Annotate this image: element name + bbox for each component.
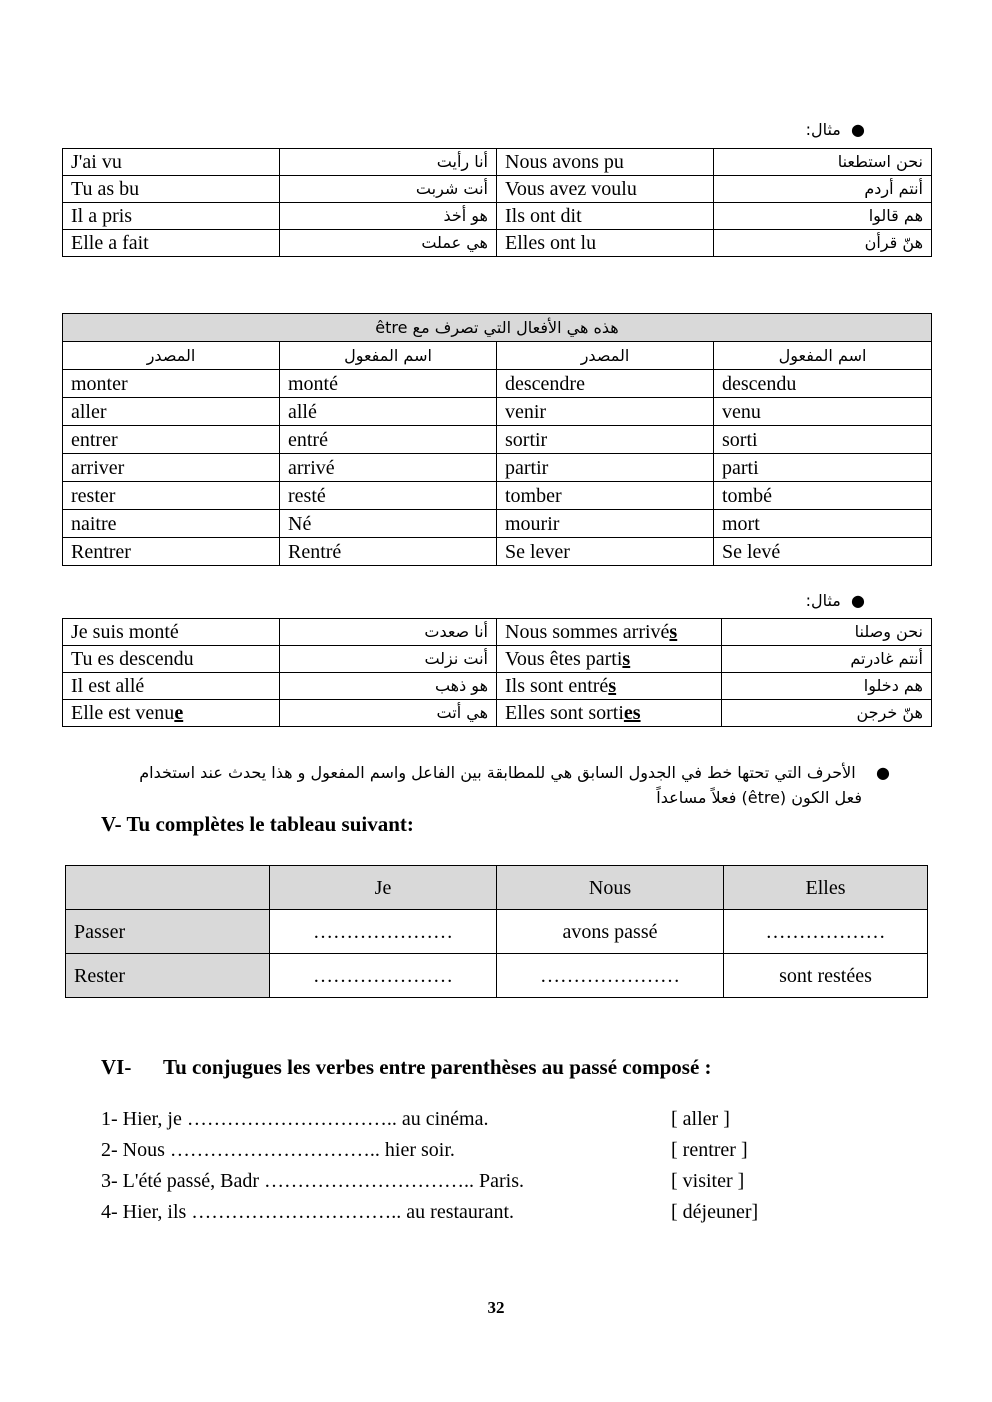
row-header: Passer [66,910,270,954]
table-cell: Se lever [497,538,714,566]
table-cell: Rentrer [63,538,280,566]
column-header: المصدر [497,342,714,370]
ar-cell: أنا رأيت [280,149,497,176]
exercise-verb: [ rentrer ] [671,1139,748,1161]
table-cell: allé [280,398,497,426]
agreement-ending: s [622,648,631,670]
table-cell: venu [714,398,932,426]
fr-cell: Nous sommes arrivés [497,619,722,646]
row-header: Rester [66,954,270,998]
blank-cell[interactable]: ………………… [497,954,724,998]
table-row [63,203,932,230]
table-cell: rester [63,482,280,510]
table-row [63,510,932,538]
fr-cell: Il est allé [63,673,280,700]
table-row [63,646,932,673]
page-number: 32 [487,1298,505,1317]
agreement-ending: e [174,702,184,724]
agreement-note: ● الأحرف التي تحتها خط في الجدول السابق هي للمطابقة بين الفاعل واسم المفعول و هذا يحدث عند استخدام فعل الكون (être) فعلاً مساعداً [90,760,890,810]
blank-cell[interactable]: ………………… [270,910,497,954]
bullet-icon: ● [851,120,865,139]
agreement-ending: es [623,702,641,724]
fr-cell: Elles ont lu [497,230,714,257]
table-cell: Se levé [714,538,932,566]
fr-cell: Nous avons pu [497,149,714,176]
table-row [66,954,928,998]
exercise-text: 4- Hier, ils ………………………….. au restaurant. [101,1201,515,1223]
exercise-verb: [ aller ] [671,1108,730,1130]
table-cell: Rentré [280,538,497,566]
fr-cell: Ils ont dit [497,203,714,230]
table-title: هذه هي الأفعال التي تصرف مع être [63,314,932,342]
example-label: ● مثال: [805,591,865,610]
table-cell: Né [280,510,497,538]
ar-cell: هي عملت [280,230,497,257]
table-row [63,370,932,398]
blank-cell[interactable]: ……………… [724,910,928,954]
fr-cell: Elle est venue [63,700,280,727]
section-number: VI- [101,1055,132,1079]
table-header-row [63,342,932,370]
table-cell: mourir [497,510,714,538]
column-header: المصدر [63,342,280,370]
ar-cell: نحن وصلنا [722,619,932,646]
fr-cell: Vous avez voulu [497,176,714,203]
ar-cell: نحن استطعنا [714,149,932,176]
fr-cell: Elles sont sorties [497,700,722,727]
bullet-icon: ● [851,591,865,610]
blank-cell[interactable]: ………………… [270,954,497,998]
table-cell: sont restées [724,954,928,998]
table-cell: entré [280,426,497,454]
table-cell: tombé [714,482,932,510]
exercise-verb: [ déjeuner] [671,1201,759,1223]
bullet-icon: ● [876,763,890,782]
column-header: Elles [724,866,928,910]
exercise-text: 2- Nous ………………………….. hier soir. [101,1139,455,1161]
ar-cell: أنت شربت [280,176,497,203]
table-cell: avons passé [497,910,724,954]
note-line: فعل الكون (être) فعلاً مساعداً [656,788,862,807]
etre-examples-table [62,618,932,727]
fr-cell: Tu es descendu [63,646,280,673]
table-cell: resté [280,482,497,510]
ar-cell: هم دخلوا [722,673,932,700]
avoir-examples-table [62,148,932,257]
table-row [63,619,932,646]
fr-cell: Tu as bu [63,176,280,203]
fr-cell: J'ai vu [63,149,280,176]
table-cell: descendre [497,370,714,398]
ar-cell: أنا صعدت [280,619,497,646]
column-header: Je [270,866,497,910]
section-title: V- Tu complètes le tableau suivant: [101,812,414,836]
table-cell: aller [63,398,280,426]
fr-cell: Vous êtes partis [497,646,722,673]
ar-cell: هي أتت [280,700,497,727]
table-cell: parti [714,454,932,482]
table-header-row [66,866,928,910]
table-cell: monté [280,370,497,398]
table-cell: venir [497,398,714,426]
table-cell: tomber [497,482,714,510]
ar-cell: هو أخذ [280,203,497,230]
ar-cell: هو ذهب [280,673,497,700]
ar-cell: أنت نزلت [280,646,497,673]
table-row [63,673,932,700]
table-row [63,538,932,566]
table-title-row [63,314,932,342]
table-row [66,910,928,954]
table-cell: arriver [63,454,280,482]
exercise-text: 3- L'été passé, Badr ………………………….. Paris. [101,1170,524,1192]
table-row [63,454,932,482]
column-header [66,866,270,910]
column-header: Nous [497,866,724,910]
table-cell: naitre [63,510,280,538]
fr-cell: Je suis monté [63,619,280,646]
table-cell: entrer [63,426,280,454]
table-row [63,426,932,454]
exercise-text: 1- Hier, je ………………………….. au cinéma. [101,1108,489,1130]
completion-table [65,865,928,998]
ar-cell: هم قالوا [714,203,932,230]
table-cell: partir [497,454,714,482]
ar-cell: أنتم غادرتم [722,646,932,673]
fr-cell: Ils sont entrés [497,673,722,700]
table-cell: sortir [497,426,714,454]
table-cell: descendu [714,370,932,398]
table-row [63,482,932,510]
ar-cell: أنتم أردم [714,176,932,203]
agreement-ending: s [608,675,617,697]
table-row [63,230,932,257]
table-cell: monter [63,370,280,398]
column-header: اسم المفعول [714,342,932,370]
ar-cell: هنّ قرأن [714,230,932,257]
table-cell: sorti [714,426,932,454]
column-header: اسم المفعول [280,342,497,370]
fr-cell: Il a pris [63,203,280,230]
agreement-ending: s [669,621,678,643]
table-cell: mort [714,510,932,538]
etre-verbs-table [62,313,932,566]
exercise-verb: [ visiter ] [671,1170,745,1192]
table-row [63,700,932,727]
fr-cell: Elle a fait [63,230,280,257]
ar-cell: هنّ خرجن [722,700,932,727]
section-title: Tu conjugues les verbes entre parenthèses au passé composé : [163,1055,712,1079]
table-row [63,149,932,176]
table-row [63,398,932,426]
table-row [63,176,932,203]
example-label: ● مثال: [805,120,865,139]
table-cell: arrivé [280,454,497,482]
